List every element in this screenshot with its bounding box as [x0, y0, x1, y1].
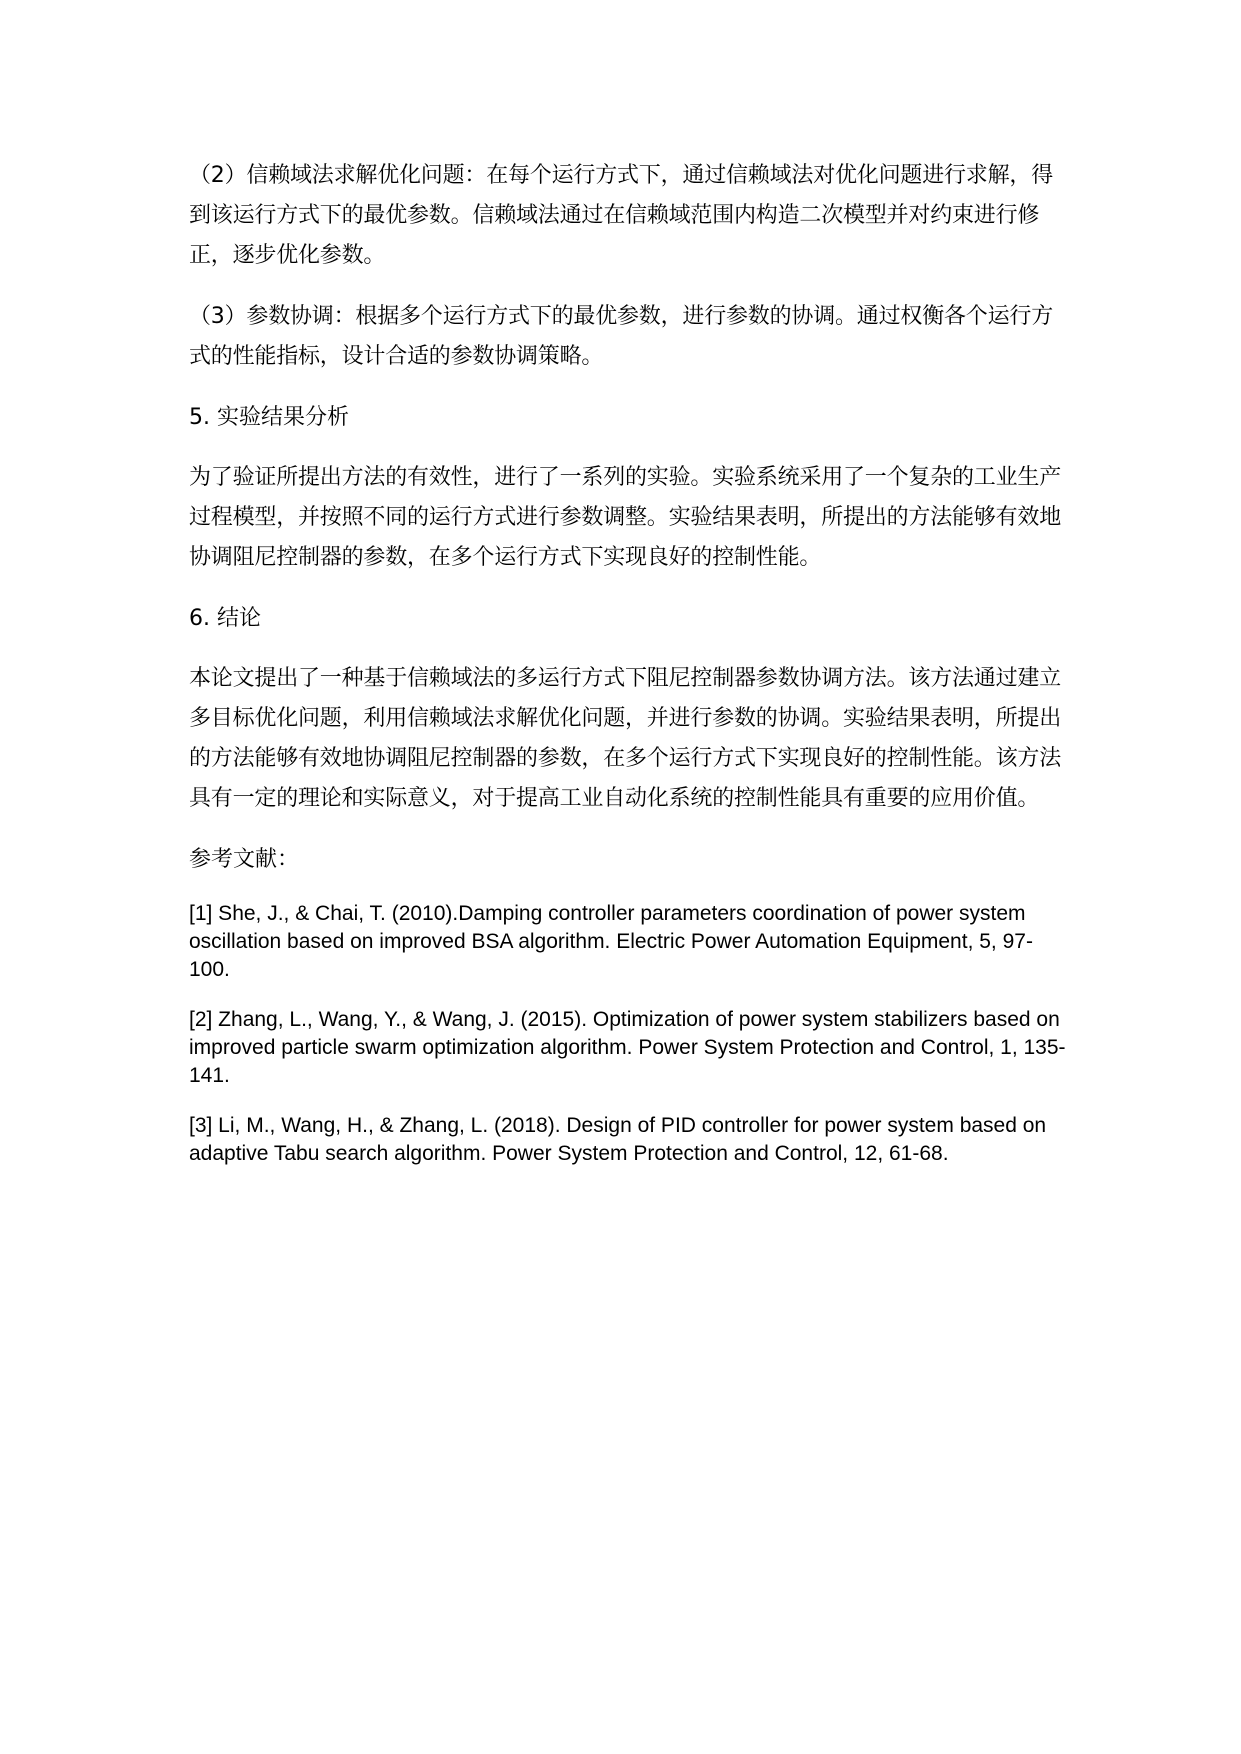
- paragraph-conclusion: 本论文提出了一种基于信赖域法的多运行方式下阻尼控制器参数协调方法。该方法通过建立多目标优化问题，利用信赖域法求解优化问题，并进行参数的协调。实验结果表明，所提出的方法能够有效地协调阻尼控制器的参数，在多个运行方式下实现良好的控制性能。该方法具有一定的理论和实际意义，对于提高工业自动化系统的控制性能具有重要的应用价值。: [189, 666, 1062, 811]
- reference-item-3: [3] Li, M., Wang, H., & Zhang, L. (2018). Design of PID controller for power system based on adaptive Tabu search algorithm. Power System Protection and Control, 12, 61-68.: [189, 1114, 1047, 1165]
- paragraph-step-3: （3）参数协调：根据多个运行方式下的最优参数，进行参数的协调。通过权衡各个运行方式的性能指标，设计合适的参数协调策略。: [189, 304, 1054, 369]
- paragraph-step-2: （2）信赖域法求解优化问题：在每个运行方式下，通过信赖域法对优化问题进行求解，得到该运行方式下的最优参数。信赖域法通过在信赖域范围内构造二次模型并对约束进行修正，逐步优化参数。: [189, 163, 1054, 268]
- section-heading-conclusion: 6. 结论: [189, 606, 261, 631]
- document-body: [189, 156, 1069, 1190]
- section-heading-experiment-results: 5. 实验结果分析: [189, 405, 349, 430]
- reference-item-2: [2] Zhang, L., Wang, Y., & Wang, J. (2015). Optimization of power system stabilizers based on improved particle swarm optimization algorithm. Power System Protection and Control, 1, 135-141.: [189, 1008, 1066, 1087]
- reference-item-1: [1] She, J., & Chai, T. (2010).Damping controller parameters coordination of power system oscillation based on improved BSA algorithm. Electric Power Automation Equipment, 5, 97-100.: [189, 902, 1033, 981]
- references-title: 参考文献：: [189, 847, 300, 872]
- paragraph-experiment-results: 为了验证所提出方法的有效性，进行了一系列的实验。实验系统采用了一个复杂的工业生产过程模型，并按照不同的运行方式进行参数调整。实验结果表明，所提出的方法能够有效地协调阻尼控制器的参数，在多个运行方式下实现良好的控制性能。: [189, 465, 1062, 570]
